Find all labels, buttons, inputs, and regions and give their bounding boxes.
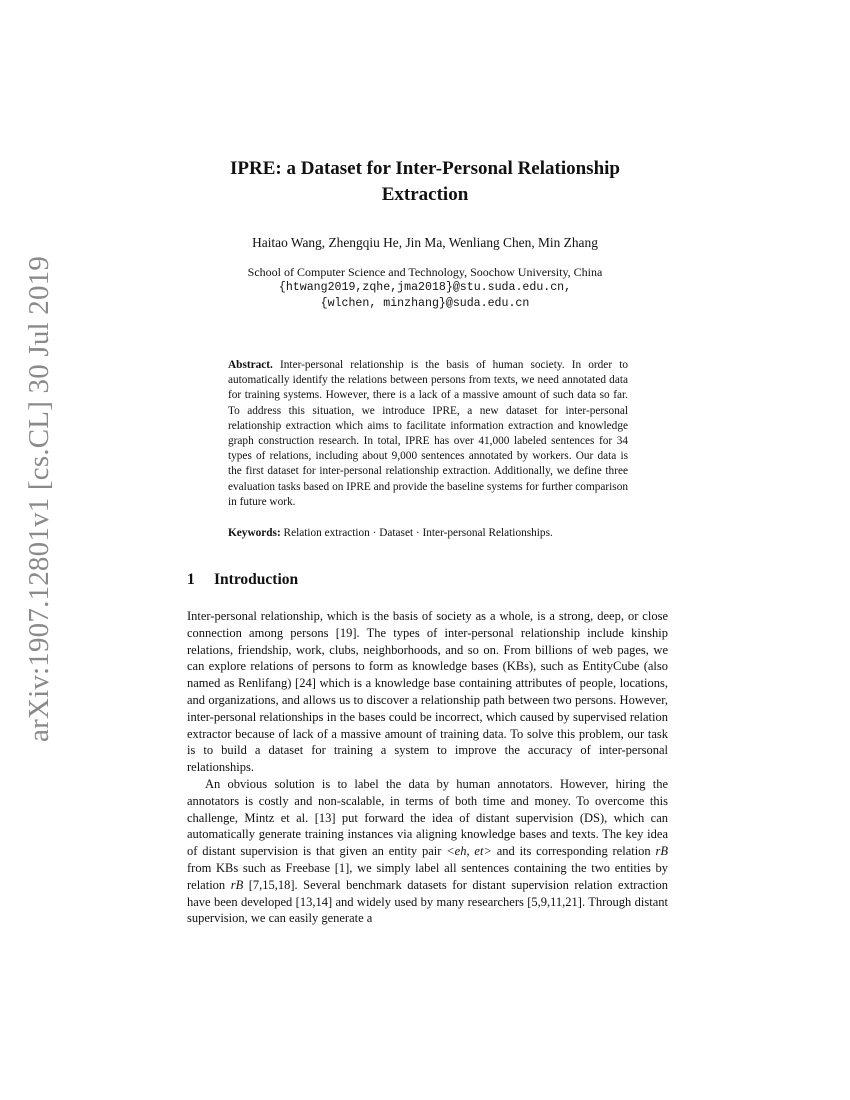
author-list: Haitao Wang, Zhengqiu He, Jin Ma, Wenliang Chen, Min Zhang	[252, 235, 598, 250]
paragraph-2-part-c: from KBs such as Freebase [1], we simply label all sentences containing the two entities by relation	[187, 860, 668, 892]
keywords-label: Keywords:	[228, 527, 281, 539]
affiliation-block	[150, 264, 700, 312]
email-line-1: {htwang2019,zqhe,jma2018}@stu.suda.edu.cn,	[278, 281, 572, 294]
paragraph-1: Inter-personal relationship, which is the basis of society as a whole, is a strong, deep, or close connection among persons [19]. The types of inter-personal relationship include kinship relations, friendship, work, clubs, neighborhoods, and so on. From billions of web pages, we can explore relations of persons to form as knowledge bases (KBs), such as EntityCube (also named as Renlifang) [24] which is a knowledge base containing attributes of people, locations, and organizations, and allows us to discover a relationship path between two persons. However, inter-personal relationships in the bases could be incorrect, which caused by supervised relation extractor because of lack of a massive amount of training data. To solve this problem, our task is to build a dataset for training a system to improve the accuracy of inter-personal relationships.	[187, 609, 668, 775]
title-line-1: IPRE: a Dataset for Inter-Personal Relationship	[230, 158, 620, 179]
abstract-label: Abstract.	[228, 359, 273, 371]
paragraph-2-part-b: and its corresponding relation	[496, 844, 651, 859]
keywords-text: Relation extraction · Dataset · Inter-personal Relationships.	[283, 527, 553, 539]
affiliation: School of Computer Science and Technology, Soochow University, China	[247, 265, 603, 279]
relation-symbol-math-2: rB	[230, 877, 244, 892]
arxiv-stamp: arXiv:1907.12801v1 [cs.CL] 30 Jul 2019	[23, 255, 55, 742]
paragraph-2-part-d: [7,15,18]. Several benchmark datasets for distant supervision relation extraction have been developed [13,14] and widely used by many researchers [5,9,11,21]. Through distant supervision, we can easily generate a	[187, 877, 669, 926]
paper-title	[150, 156, 700, 208]
paragraph-2-part-a: An obvious solution is to label the data by human annotators. However, hiring the annotators is costly and non-scalable, in terms of both time and money. To overcome this challenge, Mintz et al. [13] put forward the idea of distant supervision (DS), which can automatically generate training instances via aligning knowledge bases and texts. The key idea of distant supervision is that given an entity pair	[187, 776, 668, 859]
email-line-2: {wlchen, minzhang}@suda.edu.cn	[320, 297, 530, 310]
section-heading	[187, 570, 298, 590]
relation-symbol-math: rB	[655, 844, 668, 859]
abstract-text: Inter-personal relationship is the basis of human society. In order to automatically identify the relations between persons from texts, we need annotated data for training systems. However, there is a lack of a massive amount of such data so far. To address this situation, we introduce IPRE, a new dataset for inter-personal relationship extraction which aims to facilitate information extraction and knowledge graph construction research. In total, IPRE has over 41,000 labeled sentences for 34 types of relations, including about 9,000 sentences annotated by workers. Our data is the first dataset for inter-personal relationship extraction. Additionally, we define three evaluation tasks based on IPRE and provide the baseline systems for further comparison in future work.	[228, 359, 629, 508]
body-text	[187, 608, 668, 927]
abstract	[228, 358, 628, 510]
section-title: Introduction	[214, 571, 299, 588]
paragraph-2	[187, 776, 668, 927]
entity-pair-math: <eh, et>	[446, 844, 492, 859]
title-line-2: Extraction	[381, 184, 469, 205]
section-number: 1	[187, 571, 195, 588]
keywords	[228, 526, 628, 541]
